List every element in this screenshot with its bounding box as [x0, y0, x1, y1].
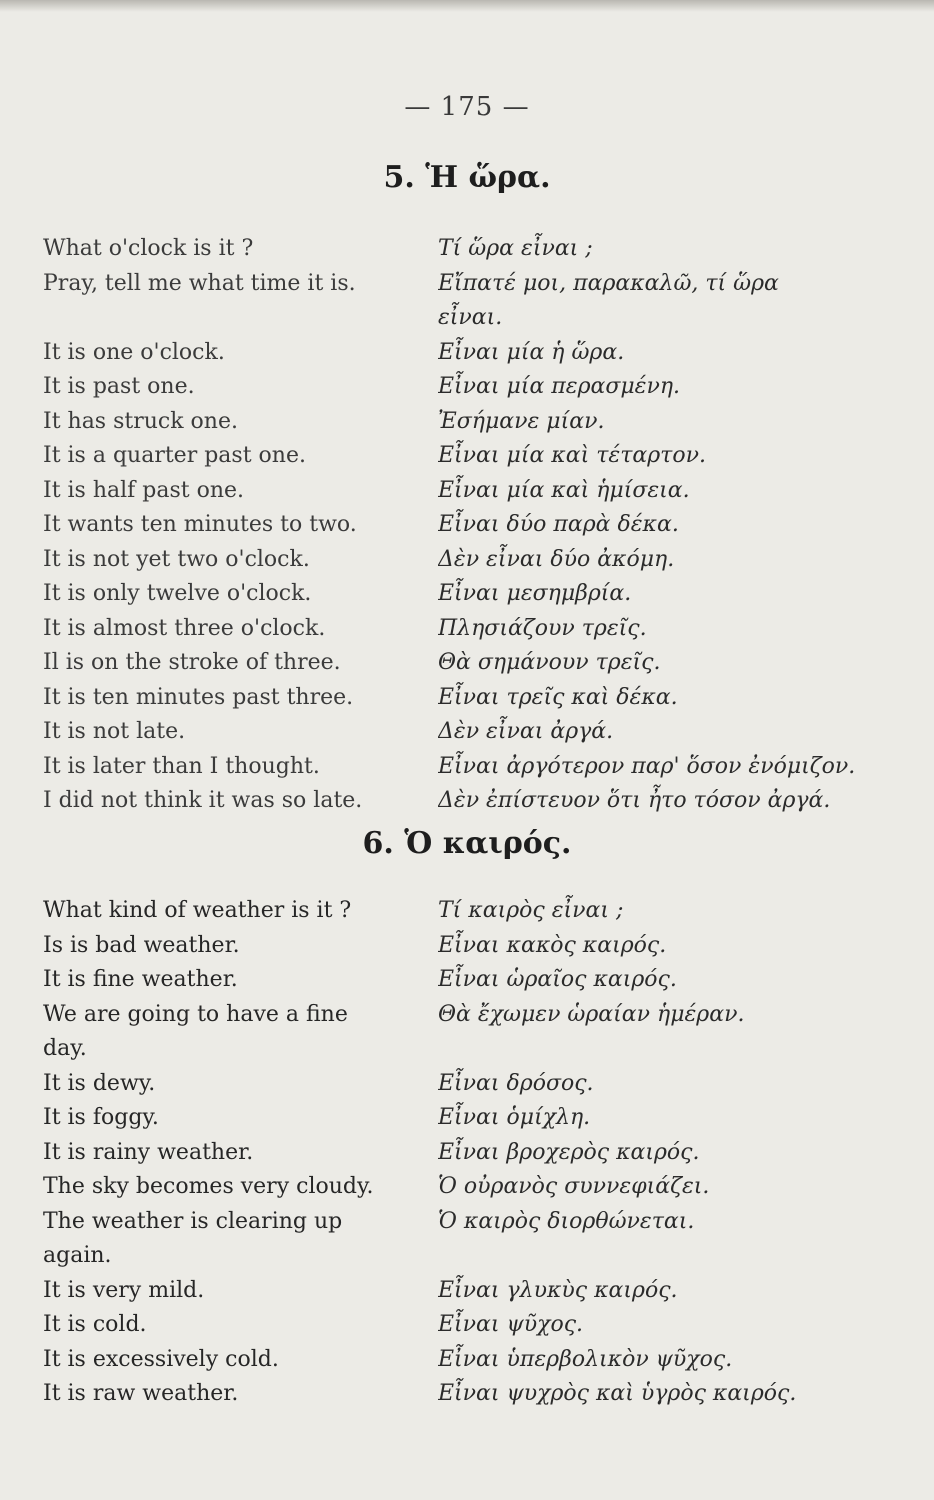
phrase-row — [0, 543, 934, 578]
english-phrase: Is is bad weather. — [43, 932, 240, 958]
greek-phrase: Εἶναι βροχερὸς καιρός. — [438, 1139, 700, 1165]
greek-phrase: Τί ὥρα εἶναι ; — [438, 236, 593, 261]
phrase-row — [0, 646, 934, 681]
english-phrase: It is fine weather. — [43, 967, 238, 992]
english-phrase: I did not think it was so late. — [43, 788, 363, 813]
greek-phrase: Εἶναι μία καὶ ἡμίσεια. — [438, 477, 690, 503]
section-weather-phrases — [0, 894, 934, 1412]
greek-phrase: Εἶναι ὑπερβολικὸν ψῦχος. — [438, 1346, 733, 1372]
english-phrase: The sky becomes very cloudy. — [43, 1174, 374, 1199]
greek-phrase: Εἶναι δρόσος. — [438, 1070, 594, 1096]
english-phrase: It is very mild. — [43, 1277, 205, 1303]
english-phrase: What kind of weather is it ? — [43, 898, 352, 923]
english-phrase: It wants ten minutes to two. — [43, 512, 357, 537]
greek-phrase: Τί καιρὸς εἶναι ; — [438, 898, 624, 923]
phrase-row — [0, 612, 934, 647]
greek-phrase: Πλησιάζουν τρεῖς. — [438, 615, 647, 641]
english-phrase: It is not late. — [43, 719, 186, 744]
greek-phrase: Εἶναι ὡραῖος καιρός. — [438, 967, 677, 992]
english-phrase: It is one o'clock. — [43, 339, 225, 365]
greek-phrase: Εἶναι ὁμίχλη. — [438, 1105, 591, 1130]
phrase-row — [0, 929, 934, 964]
phrase-row — [0, 1308, 934, 1343]
phrase-row — [0, 1343, 934, 1378]
phrase-row — [0, 715, 934, 750]
phrase-row — [0, 998, 934, 1033]
phrase-row — [0, 963, 934, 998]
section-time-phrases — [0, 232, 934, 819]
greek-phrase: Εἶναι δύο παρὰ δέκα. — [438, 512, 679, 537]
english-phrase: It is ten minutes past three. — [43, 684, 354, 710]
phrase-row — [0, 750, 934, 785]
page-number: — 175 — — [404, 92, 530, 122]
greek-phrase: Εἶναι μία περασμένη. — [438, 374, 681, 399]
greek-phrase: Εἶναι γλυκὺς καιρός. — [438, 1277, 678, 1303]
greek-phrase: Εἶναι μεσημβρία. — [438, 581, 632, 606]
phrase-row — [0, 370, 934, 405]
phrase-row — [0, 301, 934, 336]
greek-phrase: Δὲν εἶναι ἀργά. — [438, 719, 614, 744]
greek-phrase: Θὰ σημάνουν τρεῖς. — [438, 650, 661, 675]
english-phrase: Il is on the stroke of three. — [43, 650, 341, 675]
greek-phrase: Εἶναι ἀργότερον παρ' ὅσον ἐνόμιζον. — [438, 753, 856, 779]
phrase-row — [0, 336, 934, 371]
greek-phrase: Θὰ ἔχωμεν ὡραίαν ἡμέραν. — [438, 1001, 745, 1027]
phrase-row — [0, 1205, 934, 1240]
phrase-row — [0, 405, 934, 440]
phrase-row — [0, 1032, 934, 1067]
english-phrase: What o'clock is it ? — [43, 236, 254, 261]
phrase-row — [0, 577, 934, 612]
english-phrase: It is only twelve o'clock. — [43, 581, 312, 606]
greek-phrase: Εἶναι ψυχρὸς καὶ ὑγρὸς καιρός. — [438, 1381, 797, 1406]
greek-phrase: Εἶναι μία καὶ τέταρτον. — [438, 443, 706, 468]
phrase-row — [0, 474, 934, 509]
english-phrase: It is later than I thought. — [43, 753, 320, 779]
phrase-row — [0, 1101, 934, 1136]
phrase-row — [0, 232, 934, 267]
english-phrase: It is a quarter past one. — [43, 443, 306, 468]
greek-phrase: Εἶναι μία ἡ ὥρα. — [438, 339, 625, 365]
greek-phrase: Εἴπατέ μοι, παρακαλῶ, τί ὥρα — [438, 270, 779, 296]
english-phrase: It is almost three o'clock. — [43, 615, 326, 641]
english-phrase: The weather is clearing up — [43, 1208, 343, 1234]
phrase-row — [0, 1067, 934, 1102]
greek-phrase: Εἶναι ψῦχος. — [438, 1312, 584, 1337]
english-phrase: It is past one. — [43, 374, 195, 399]
phrase-row — [0, 681, 934, 716]
greek-phrase: Ὁ καιρὸς διορθώνεται. — [438, 1208, 695, 1234]
english-phrase: It is rainy weather. — [43, 1139, 254, 1165]
greek-phrase: Ἐσήμανε μίαν. — [438, 408, 605, 434]
english-phrase: again. — [43, 1243, 112, 1268]
phrase-row — [0, 1274, 934, 1309]
greek-phrase: Εἶναι τρεῖς καὶ δέκα. — [438, 684, 678, 710]
english-phrase: It is foggy. — [43, 1105, 159, 1130]
english-phrase: We are going to have a fine — [43, 1001, 348, 1027]
greek-phrase: Ὁ οὐρανὸς συννεφιάζει. — [438, 1174, 710, 1199]
phrase-row — [0, 1170, 934, 1205]
english-phrase: It is half past one. — [43, 477, 245, 503]
phrase-row — [0, 267, 934, 302]
english-phrase: It is not yet two o'clock. — [43, 546, 310, 572]
english-phrase: It is raw weather. — [43, 1381, 239, 1406]
phrase-row — [0, 508, 934, 543]
english-phrase: It is excessively cold. — [43, 1346, 279, 1372]
english-phrase: It is cold. — [43, 1312, 147, 1337]
greek-phrase: εἶναι. — [438, 305, 503, 330]
phrase-row — [0, 894, 934, 929]
phrase-row — [0, 1136, 934, 1171]
english-phrase: Pray, tell me what time it is. — [43, 270, 356, 296]
phrase-row — [0, 1377, 934, 1412]
phrase-row — [0, 439, 934, 474]
section-heading-time: 5. Ἡ ὥρα. — [383, 160, 551, 195]
english-phrase: day. — [43, 1036, 87, 1061]
greek-phrase: Δὲν εἶναι δύο ἀκόμη. — [438, 546, 675, 572]
phrase-row — [0, 1239, 934, 1274]
greek-phrase: Δὲν ἐπίστευον ὅτι ἦτο τόσον ἀργά. — [438, 788, 831, 813]
english-phrase: It has struck one. — [43, 408, 238, 434]
section-heading-weather: 6. Ὁ καιρός. — [362, 826, 572, 861]
phrase-row — [0, 784, 934, 819]
page-top-edge — [0, 0, 934, 12]
greek-phrase: Εἶναι κακὸς καιρός. — [438, 932, 667, 958]
english-phrase: It is dewy. — [43, 1070, 156, 1096]
